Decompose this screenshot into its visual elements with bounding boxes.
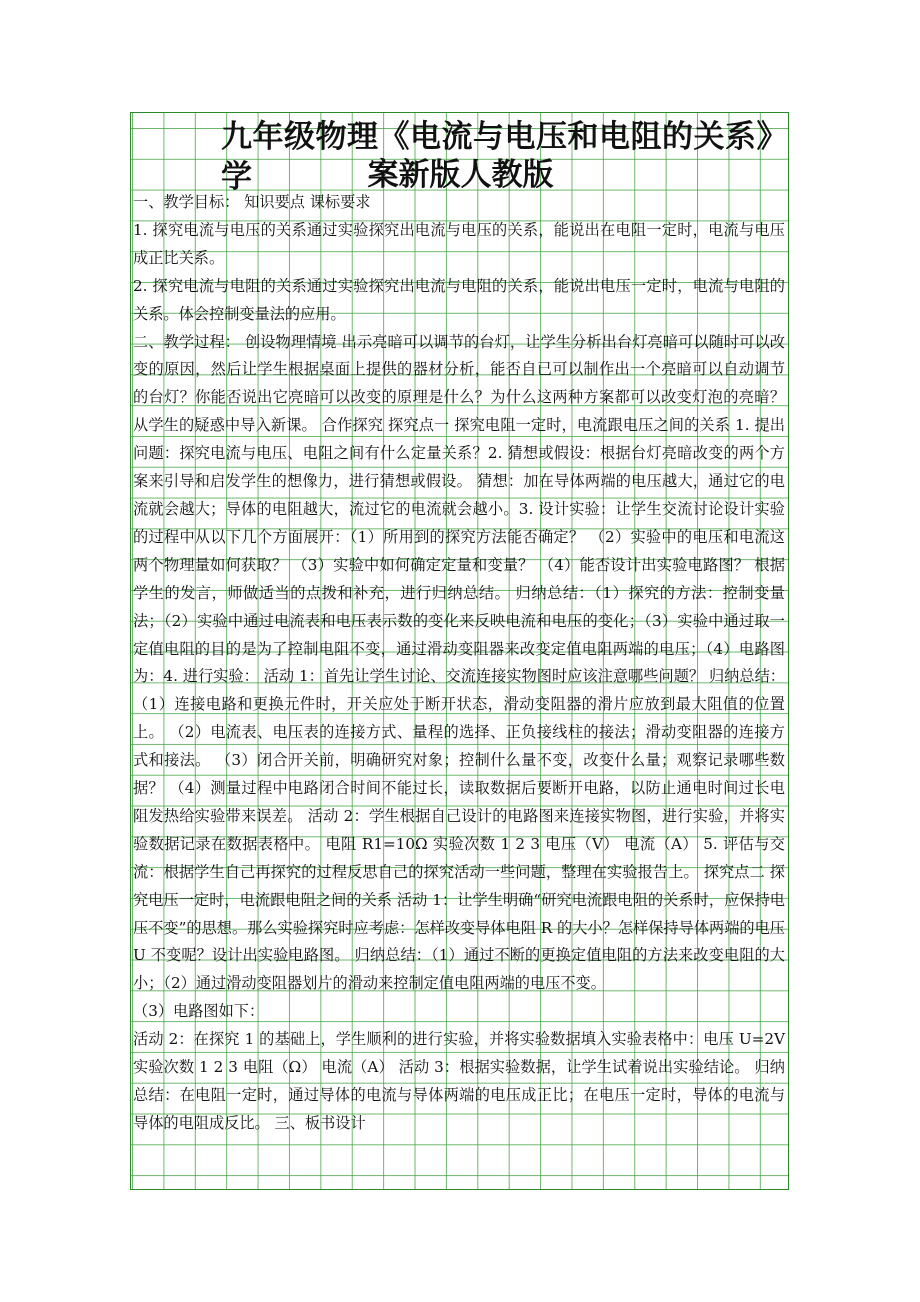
document-title-line-1: 九年级物理《电流与电压和电阻的关系》学 xyxy=(221,119,788,195)
paragraph-teaching-process: 二、教学过程： 创设物理情境 出示亮暗可以调节的台灯，让学生分析出台灯亮暗可以随时可以改变的原因，然后让学生根据桌面上提供的器材分析，能否自已可以制作出一个亮暗可以自动调节的台灯？你能否说出它亮暗可以改变的原理是什么？为什么这两种方案都可以改变灯泡的亮暗？ 从学生的疑惑中导入新课。 合作探究 探究点一 探究电阻一定时，电流跟电压之间的关系 1. 提出问题：探究电流与电压、电阻之间有什么定量关系？2. 猜想或假设：根据台灯亮暗改变的两个方案来引导和启发学生的想像力，进行猜想或假设。 猜想：加在导体两端的电压越大，通过它的电流就会越大；导体的电阻越大，流过它的电流就会越小。3. 设计实验：让学生交流讨论设计实验的过程中从以下几个方面展开：（1）所用到的探究方法能否确定？ （2）实验中的电压和电流这两个物理量如何获取？ （3）实验中如何确定定量和变量？ （4）能否设计出实验电路图？ 根据学生的发言，师做适当的点拨和补充，进行归纳总结。 归纳总结：（1）探究的方法：控制变量法；（2）实验中通过电流表和电压表示数的变化来反映电流和电压的变化；（3）实验中通过取一定值电阻的目的是为了控制电阻不变，通过滑动变阻器来改变定值电阻两端的电压；（4）电路图为：4. 进行实验： 活动 1：首先让学生讨论、交流连接实物图时应该注意哪些问题？ 归纳总结： （1）连接电路和更换元件时，开关应处于断开状态，滑动变阻器的滑片应放到最大阻值的位置上。 （2）电流表、电压表的连接方式、量程的选择、正负接线柱的接法；滑动变阻器的连接方式和接法。 （3）闭合开关前，明确研究对象；控制什么量不变，改变什么量；观察记录哪些数据？ （4）测量过程中电路闭合时间不能过长，读取数据后要断开电路，以防止通电时间过长电阻发热给实验带来误差。 活动 2：学生根据自己设计的电路图来连接实物图，进行实验，并将实验数据记录在数据表格中。 电阻 R1=10Ω 实验次数 1 2 3 电压（V） 电流（A） 5. 评估与交流：根据学生自己再探究的过程反思自己的探究活动一些问题，整理在实验报告上。 探究点二 探究电压一定时，电流跟电阻之间的关系 活动 1：让学生明确“研究电流跟电阻的关系时，应保持电压不变”的思想。那么实验探究时应考虑：怎样改变导体电阻 R 的大小？怎样保持导体两端的电压 U 不变呢？设计出实验电路图。 归纳总结：（1）通过不断的更换定值电阻的方法来改变电阻的大小；（2）通过滑动变阻器划片的滑动来控制定值电阻两端的电压不变。 xyxy=(133,332,785,993)
document-body xyxy=(133,189,785,1138)
paragraph-activity-2: 活动 2：在探究 1 的基础上，学生顺利的进行实验，并将实验数据填入实验表格中：电压 U=2V 实验次数 1 2 3 电阻（Ω） 电流（A） 活动 3：根据实验数据，让学生试着说出实验结论。 归纳总结：在电阻一定时，通过导体的电流与导体两端的电压成正比；在电压一定时，导体的电流与导体的电阻成反比。 三、板书设计 xyxy=(133,1030,785,1132)
document-title-line-2: 案新版人教版 xyxy=(367,157,554,193)
paragraph-objective-2: 2. 探究电流与电阻的关系通过实验探究出电流与电阻的关系，能说出电压一定时，电流与电阻的关系。体会控制变量法的应用。 xyxy=(133,276,785,323)
paragraph-objective-1: 1. 探究电流与电压的关系通过实验探究出电流与电压的关系，能说出在电阻一定时，电流与电压成正比关系。 xyxy=(133,220,785,267)
paragraph-objectives-heading: 一、教学目标： 知识要点 课标要求 xyxy=(133,193,371,211)
paragraph-circuit-diagram: （3）电路图如下： xyxy=(133,1002,265,1021)
document-page xyxy=(130,112,789,1190)
